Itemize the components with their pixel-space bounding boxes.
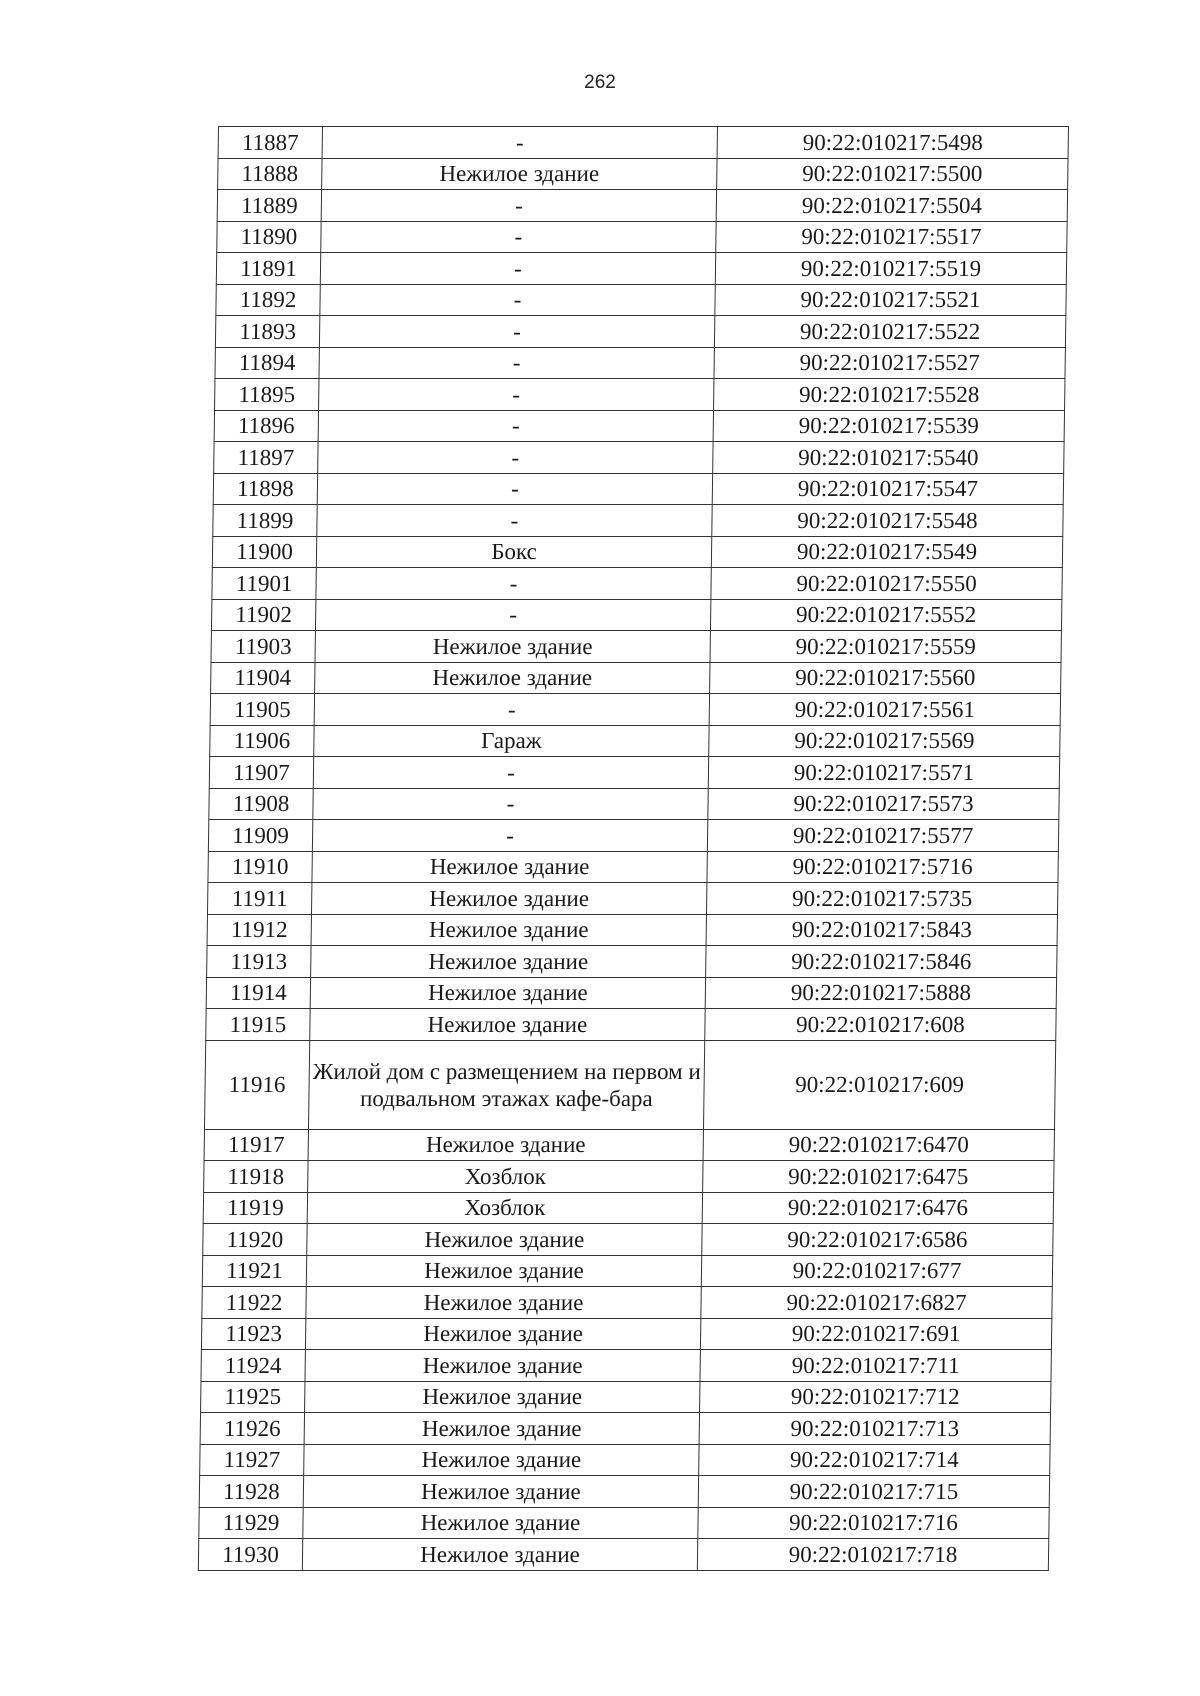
row-number-cell: 11905	[210, 694, 314, 726]
object-name-cell: Нежилое здание	[312, 851, 707, 883]
table-row	[215, 347, 1065, 379]
row-number-cell: 11925	[201, 1381, 305, 1413]
cadastral-number-cell: 90:22:010217:5528	[714, 379, 1065, 411]
cadastral-number-cell: 90:22:010217:6586	[702, 1224, 1053, 1256]
table-row	[211, 631, 1061, 663]
table-row	[203, 1192, 1053, 1224]
object-name-cell: -	[320, 253, 715, 285]
object-name-cell: -	[319, 316, 714, 348]
row-number-cell: 11923	[201, 1318, 305, 1350]
object-name-cell: -	[318, 410, 713, 442]
cadastral-number-cell: 90:22:010217:5569	[709, 725, 1060, 757]
cadastral-number-cell: 90:22:010217:5560	[710, 662, 1061, 694]
table-row	[203, 1224, 1053, 1256]
row-number-cell: 11897	[214, 442, 318, 474]
table-row	[204, 1040, 1055, 1129]
object-name-cell: Нежилое здание	[306, 1287, 701, 1319]
cadastral-number-cell: 90:22:010217:608	[705, 1009, 1056, 1041]
cadastral-number-cell: 90:22:010217:716	[698, 1507, 1049, 1539]
table-row	[216, 284, 1066, 316]
object-name-cell: Нежилое здание	[305, 1350, 700, 1382]
object-name-cell: -	[313, 788, 708, 820]
row-number-cell: 11926	[200, 1413, 304, 1445]
cadastral-number-cell: 90:22:010217:5547	[712, 473, 1063, 505]
table-row	[208, 820, 1058, 852]
row-number-cell: 11907	[209, 757, 313, 789]
cadastral-number-cell: 90:22:010217:5735	[706, 883, 1057, 915]
object-name-cell: Нежилое здание	[322, 158, 717, 190]
cadastral-number-cell: 90:22:010217:5517	[716, 221, 1067, 253]
row-number-cell: 11889	[217, 190, 321, 222]
cadastral-number-cell: 90:22:010217:5504	[716, 190, 1067, 222]
cadastral-number-cell: 90:22:010217:5888	[705, 977, 1056, 1009]
cadastral-number-cell: 90:22:010217:5521	[715, 284, 1066, 316]
cadastral-number-cell: 90:22:010217:5550	[711, 568, 1062, 600]
object-name-cell: -	[321, 221, 716, 253]
table-row	[201, 1381, 1051, 1413]
object-name-cell: -	[317, 505, 712, 537]
row-number-cell: 11922	[202, 1287, 306, 1319]
table-row	[202, 1255, 1052, 1287]
table-row	[206, 977, 1056, 1009]
row-number-cell: 11893	[215, 316, 319, 348]
row-number-cell: 11917	[204, 1129, 308, 1161]
table-row	[217, 221, 1067, 253]
cadastral-number-cell: 90:22:010217:713	[699, 1413, 1050, 1445]
cadastral-number-cell: 90:22:010217:677	[701, 1255, 1052, 1287]
row-number-cell: 11900	[212, 536, 316, 568]
cadastral-number-cell: 90:22:010217:6475	[703, 1161, 1054, 1193]
table-row	[214, 442, 1064, 474]
row-number-cell: 11898	[213, 473, 317, 505]
table-row	[210, 725, 1060, 757]
table-row	[209, 788, 1059, 820]
object-name-cell: -	[315, 599, 710, 631]
object-name-cell: -	[314, 694, 709, 726]
object-name-cell: Нежилое здание	[303, 1507, 698, 1539]
cadastral-number-cell: 90:22:010217:5561	[709, 694, 1060, 726]
table-row	[204, 1161, 1054, 1193]
row-number-cell: 11913	[207, 946, 311, 978]
cadastral-number-cell: 90:22:010217:5549	[711, 536, 1062, 568]
cadastral-number-cell: 90:22:010217:609	[703, 1040, 1055, 1129]
table-row	[201, 1350, 1051, 1382]
cadastral-number-cell: 90:22:010217:5577	[707, 820, 1058, 852]
row-number-cell: 11904	[211, 662, 315, 694]
table-row	[208, 851, 1058, 883]
cadastral-number-cell: 90:22:010217:715	[698, 1476, 1049, 1508]
row-number-cell: 11910	[208, 851, 312, 883]
cadastral-number-cell: 90:22:010217:5559	[710, 631, 1061, 663]
row-number-cell: 11921	[202, 1255, 306, 1287]
table-row	[213, 505, 1063, 537]
row-number-cell: 11894	[215, 347, 319, 379]
cadastral-number-cell: 90:22:010217:5846	[706, 946, 1057, 978]
table-row	[200, 1444, 1050, 1476]
row-number-cell: 11915	[206, 1009, 310, 1041]
row-number-cell: 11887	[218, 127, 322, 159]
row-number-cell: 11896	[214, 410, 318, 442]
object-name-cell: Нежилое здание	[306, 1255, 701, 1287]
row-number-cell: 11892	[216, 284, 320, 316]
table-row	[210, 694, 1060, 726]
cadastral-number-cell: 90:22:010217:712	[700, 1381, 1051, 1413]
row-number-cell: 11909	[208, 820, 312, 852]
table-row	[217, 190, 1067, 222]
table-row	[215, 379, 1065, 411]
cadastral-number-cell: 90:22:010217:5573	[708, 788, 1059, 820]
cadastral-number-cell: 90:22:010217:5522	[714, 316, 1065, 348]
row-number-cell: 11901	[212, 568, 316, 600]
row-number-cell: 11912	[207, 914, 311, 946]
object-name-cell: -	[317, 473, 712, 505]
cadastral-number-cell: 90:22:010217:5519	[715, 253, 1066, 285]
table-row	[201, 1318, 1051, 1350]
table-row	[214, 410, 1064, 442]
object-name-cell: -	[320, 284, 715, 316]
table-row	[218, 158, 1068, 190]
row-number-cell: 11890	[217, 221, 321, 253]
object-name-cell: Бокс	[316, 536, 711, 568]
cadastral-number-cell: 90:22:010217:691	[700, 1318, 1051, 1350]
row-number-cell: 11895	[215, 379, 319, 411]
cadastral-number-cell: 90:22:010217:714	[699, 1444, 1050, 1476]
object-name-cell: Нежилое здание	[310, 1009, 705, 1041]
row-number-cell: 11919	[203, 1192, 307, 1224]
table-row	[204, 1129, 1054, 1161]
object-name-cell: Нежилое здание	[310, 977, 705, 1009]
cadastral-number-cell: 90:22:010217:5498	[717, 127, 1068, 159]
row-number-cell: 11902	[211, 599, 315, 631]
object-name-cell: Нежилое здание	[315, 662, 710, 694]
cadastral-number-cell: 90:22:010217:5716	[707, 851, 1058, 883]
object-name-cell: Нежилое здание	[307, 1224, 702, 1256]
table-row	[199, 1476, 1049, 1508]
object-name-cell: -	[319, 347, 714, 379]
object-name-cell: Жилой дом с размещением на первом и подвальном этажах кафе-бара	[308, 1040, 704, 1129]
row-number-cell: 11927	[200, 1444, 304, 1476]
table-row	[200, 1413, 1050, 1445]
object-name-cell: Нежилое здание	[303, 1476, 698, 1508]
table-row	[211, 599, 1061, 631]
row-number-cell: 11914	[206, 977, 310, 1009]
row-number-cell: 11911	[207, 883, 311, 915]
table-row	[207, 946, 1057, 978]
table-row	[213, 473, 1063, 505]
table-row	[212, 536, 1062, 568]
row-number-cell: 11929	[199, 1507, 303, 1539]
cadastral-number-cell: 90:22:010217:5539	[713, 410, 1064, 442]
table-row	[211, 662, 1061, 694]
object-name-cell: -	[319, 379, 714, 411]
object-name-cell: Нежилое здание	[311, 883, 706, 915]
page-number: 262	[584, 72, 616, 93]
table-row	[202, 1287, 1052, 1319]
cadastral-number-cell: 90:22:010217:5500	[717, 158, 1068, 190]
cadastral-number-cell: 90:22:010217:5548	[712, 505, 1063, 537]
row-number-cell: 11916	[204, 1040, 309, 1129]
object-name-cell: Нежилое здание	[308, 1129, 703, 1161]
table-row	[207, 914, 1057, 946]
registry-table	[198, 126, 1069, 1571]
object-name-cell: Нежилое здание	[305, 1318, 700, 1350]
row-number-cell: 11899	[213, 505, 317, 537]
cadastral-number-cell: 90:22:010217:5843	[706, 914, 1057, 946]
table-row	[199, 1507, 1049, 1539]
cadastral-number-cell: 90:22:010217:711	[700, 1350, 1051, 1382]
table-row	[212, 568, 1062, 600]
object-name-cell: Хозблок	[307, 1192, 702, 1224]
cadastral-number-cell: 90:22:010217:5540	[713, 442, 1064, 474]
row-number-cell: 11888	[218, 158, 322, 190]
object-name-cell: Нежилое здание	[302, 1539, 697, 1571]
table-row	[215, 316, 1065, 348]
row-number-cell: 11930	[198, 1539, 302, 1571]
row-number-cell: 11908	[209, 788, 313, 820]
object-name-cell: Нежилое здание	[304, 1444, 699, 1476]
table-row	[207, 883, 1057, 915]
table-row	[216, 253, 1066, 285]
cadastral-number-cell: 90:22:010217:5552	[710, 599, 1061, 631]
cadastral-number-cell: 90:22:010217:5571	[708, 757, 1059, 789]
object-name-cell: Хозблок	[308, 1161, 703, 1193]
row-number-cell: 11906	[210, 725, 314, 757]
row-number-cell: 11903	[211, 631, 315, 663]
table-row	[206, 1009, 1056, 1041]
object-name-cell: Нежилое здание	[311, 946, 706, 978]
table-body	[198, 127, 1068, 1571]
row-number-cell: 11928	[199, 1476, 303, 1508]
object-name-cell: -	[313, 757, 708, 789]
object-name-cell: Нежилое здание	[304, 1413, 699, 1445]
object-name-cell: -	[316, 568, 711, 600]
table-row	[198, 1539, 1048, 1571]
object-name-cell: -	[322, 127, 717, 159]
row-number-cell: 11924	[201, 1350, 305, 1382]
object-name-cell: Нежилое здание	[311, 914, 706, 946]
object-name-cell: -	[312, 820, 707, 852]
row-number-cell: 11891	[216, 253, 320, 285]
object-name-cell: -	[321, 190, 716, 222]
table-row	[218, 127, 1068, 159]
cadastral-number-cell: 90:22:010217:6827	[701, 1287, 1052, 1319]
row-number-cell: 11918	[204, 1161, 308, 1193]
row-number-cell: 11920	[203, 1224, 307, 1256]
object-name-cell: Нежилое здание	[315, 631, 710, 663]
object-name-cell: Гараж	[314, 725, 709, 757]
cadastral-number-cell: 90:22:010217:6476	[702, 1192, 1053, 1224]
object-name-cell: -	[318, 442, 713, 474]
object-name-cell: Нежилое здание	[305, 1381, 700, 1413]
cadastral-number-cell: 90:22:010217:718	[697, 1539, 1048, 1571]
cadastral-number-cell: 90:22:010217:5527	[714, 347, 1065, 379]
cadastral-number-cell: 90:22:010217:6470	[703, 1129, 1054, 1161]
table-row	[209, 757, 1059, 789]
